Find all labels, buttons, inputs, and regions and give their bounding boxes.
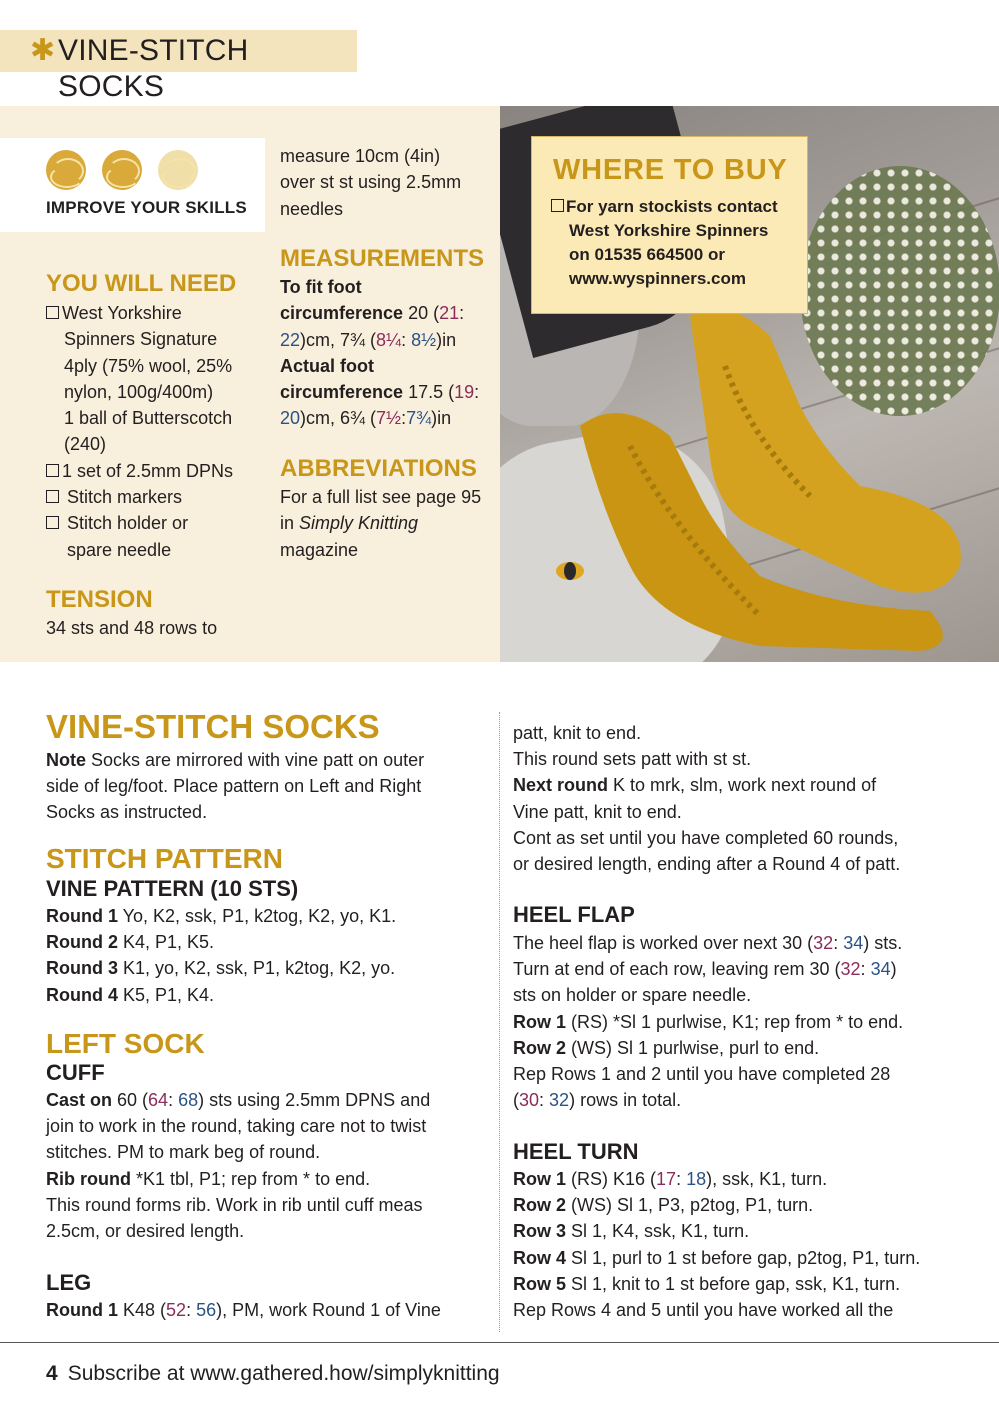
tension-continued: measure 10cm (4in) over st st using 2.5mm needles bbox=[280, 146, 462, 219]
list-item: Stitch markers bbox=[46, 484, 266, 510]
where-to-buy-title: WHERE TO BUY bbox=[553, 154, 788, 186]
list-item: Round 4 K5, P1, K4. bbox=[46, 984, 215, 1005]
column-divider bbox=[499, 712, 500, 1332]
checkbox-icon bbox=[46, 490, 59, 503]
leg-body: Round 1 K48 (52: 56), PM, work Round 1 of Vine bbox=[46, 1300, 441, 1320]
footer-rule bbox=[0, 1342, 999, 1343]
page-title: VINE-STITCH SOCKS bbox=[58, 34, 249, 103]
heel-turn-heading: HEEL TURN bbox=[513, 1139, 639, 1164]
leg-continued: patt, knit to end. This round sets patt with st st. Next round K to mrk, slm, work next round of Vine patt, knit to end. Cont as set until you have completed 60 rounds, or desired length, ending after a Round 4 of patt. bbox=[513, 723, 901, 875]
list-item: 1 set of 2.5mm DPNs bbox=[46, 458, 266, 484]
list-item: 4ply (75% wool, 25% bbox=[64, 355, 233, 376]
you-will-need-heading: YOU WILL NEED bbox=[46, 270, 237, 297]
list-item: nylon, 100g/400m) bbox=[64, 381, 214, 402]
list-item: West Yorkshire bbox=[46, 300, 266, 326]
list-item: Round 1 Yo, K2, ssk, P1, k2tog, K2, yo, K1. bbox=[46, 906, 397, 926]
cuff-heading: CUFF bbox=[46, 1060, 105, 1085]
skills-label: IMPROVE YOUR SKILLS bbox=[46, 198, 247, 217]
you-will-need-list bbox=[46, 300, 266, 563]
heel-turn-body: Row 1 (RS) K16 (17: 18), ssk, K1, turn. Row 2 (WS) Sl 1, P3, p2tog, P1, turn. Row 3 Sl 1, K4, ssk, K1, turn. Row 4 Sl 1, purl to 1 st before gap, p2tog, P1, turn. Row 5 Sl 1, knit to 1 st before gap, ssk, K1, turn. Rep Rows 4 and 5 until you have worked all the bbox=[513, 1169, 921, 1321]
abbreviations-body: For a full list see page 95 in Simply Knitting magazine bbox=[280, 487, 482, 560]
yarn-ball-icon bbox=[158, 150, 198, 190]
flower-icon: ✱ bbox=[30, 34, 56, 67]
where-to-buy-text: For yarn stockists contact West Yorkshire Spinners on 01535 664500 or www.wyspinners.com bbox=[551, 195, 778, 291]
heel-flap-body: The heel flap is worked over next 30 (32: 34) sts. Turn at end of each row, leaving rem 30 (32: 34) sts on holder or spare needle. Row 1 (RS) *Sl 1 purlwise, K1; rep from * to end. Row 2 (WS) Sl 1 purlwise, purl to end. Rep Rows 1 and 2 until you have completed 28 (30: 32) rows in total. bbox=[513, 933, 904, 1111]
website-link[interactable]: www.wyspinners.com bbox=[569, 269, 746, 288]
checkbox-icon bbox=[551, 199, 564, 212]
stitch-pattern-heading: STITCH PATTERN bbox=[46, 843, 283, 874]
tension-heading: TENSION bbox=[46, 586, 153, 613]
list-item: Stitch holder or bbox=[46, 510, 266, 536]
checkbox-icon bbox=[46, 306, 59, 319]
abbreviations-heading: ABBREVIATIONS bbox=[280, 455, 477, 482]
footer bbox=[46, 1362, 500, 1386]
list-item: Round 2 K4, P1, K5. bbox=[46, 932, 215, 953]
pattern-title: VINE-STITCH SOCKS bbox=[46, 708, 380, 745]
leg-heading: LEG bbox=[46, 1270, 92, 1295]
page-number: 4 bbox=[46, 1362, 58, 1385]
vine-pattern-heading: VINE PATTERN (10 STS) bbox=[46, 876, 299, 901]
checkbox-icon bbox=[46, 464, 59, 477]
list-item: spare needle bbox=[67, 539, 172, 560]
list-item: Round 3 K1, yo, K2, ssk, P1, k2tog, K2, yo. bbox=[46, 958, 396, 979]
left-sock-heading: LEFT SOCK bbox=[46, 1028, 205, 1059]
cuff-body: Cast on 60 (64: 68) sts using 2.5mm DPNS and join to work in the round, taking care not to twist stitches. PM to mark beg of round. Rib round *K1 tbl, P1; rep from * to end. This round forms rib. Work in rib until cuff meas 2.5cm, or desired length. bbox=[46, 1090, 431, 1242]
list-item: (240) bbox=[64, 434, 107, 455]
subscribe-link[interactable]: Subscribe at www.gathered.how/simplyknitting bbox=[67, 1362, 500, 1385]
tension-line: 34 sts and 48 rows to bbox=[46, 618, 218, 638]
note-text: Note Socks are mirrored with vine patt on outer side of leg/foot. Place pattern on Left and Right Socks as instructed. bbox=[46, 750, 425, 823]
yarn-ball-icon bbox=[46, 150, 86, 190]
measurements-body: To fit foot circumference 20 (21: 22)cm, 7¾ (8¼: 8½)in Actual foot circumference 17.5 (19: 20)cm, 6¾ (7½:7¾)in bbox=[280, 277, 480, 429]
vine-rounds bbox=[46, 903, 486, 1008]
checkbox-icon bbox=[46, 516, 59, 529]
heel-flap-heading: HEEL FLAP bbox=[513, 902, 635, 927]
measurements-heading: MEASUREMENTS bbox=[280, 245, 485, 272]
list-item: Spinners Signature bbox=[64, 329, 218, 350]
list-item: 1 ball of Butterscotch bbox=[64, 408, 233, 429]
header-tag bbox=[0, 30, 357, 103]
yarn-ball-icon bbox=[102, 150, 142, 190]
